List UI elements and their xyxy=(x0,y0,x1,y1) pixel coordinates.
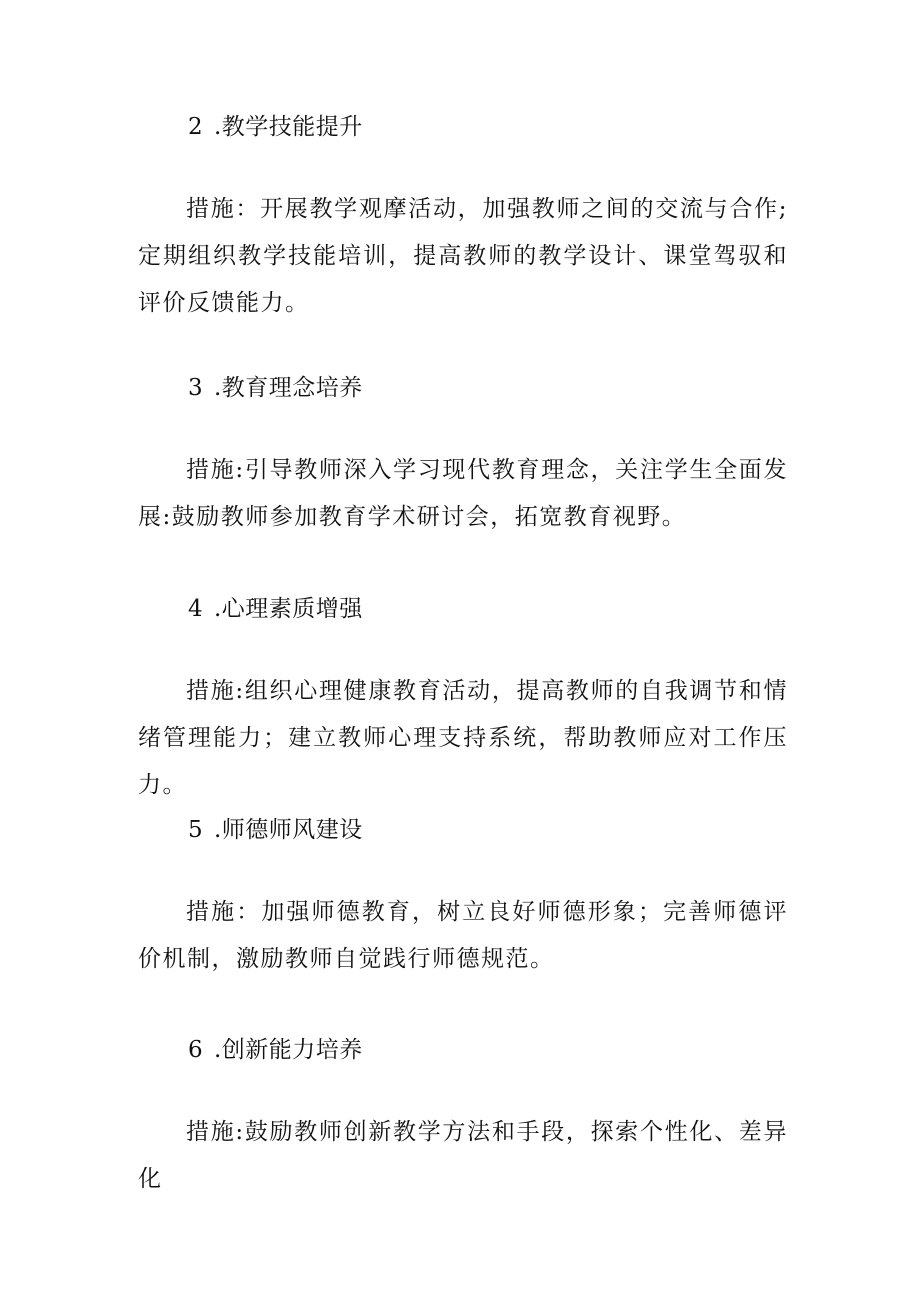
section-measure-paragraph: 措施：加强师德教育，树立良好师德形象；完善师德评价机制，激励教师自觉践行师德规范。 xyxy=(138,899,788,972)
section-number: 6 xyxy=(188,1037,204,1063)
section-heading xyxy=(188,112,363,142)
section-measure-paragraph: 措施:组织心理健康教育活动，提高教师的自我调节和情绪管理能力；建立教师心理支持系统，帮助教师应对工作压力。 xyxy=(138,678,788,798)
section-title: .创新能力培养 xyxy=(214,1037,363,1063)
section-measure-paragraph: 措施:引导教师深入学习现代教育理念，关注学生全面发展:鼓励教师参加教育学术研讨会，拓宽教育视野。 xyxy=(138,457,788,530)
section-heading xyxy=(188,373,363,403)
section-number: 2 xyxy=(188,114,204,140)
section-number: 4 xyxy=(188,596,204,622)
section-number: 3 xyxy=(188,375,204,401)
section-title: .师德师风建设 xyxy=(214,817,363,843)
section-heading xyxy=(188,594,363,624)
section-number: 5 xyxy=(188,817,204,843)
section-heading xyxy=(188,1035,363,1065)
section-measure-paragraph: 措施:鼓励教师创新教学方法和手段，探索个性化、差异化 xyxy=(138,1119,788,1192)
section-measure-paragraph: 措施：开展教学观摩活动，加强教师之间的交流与合作;定期组织教学技能培训，提高教师的教学设计、课堂驾驭和评价反馈能力。 xyxy=(138,196,788,316)
section-title: .教学技能提升 xyxy=(214,114,363,140)
section-title: .教育理念培养 xyxy=(214,375,363,401)
section-heading xyxy=(188,815,363,845)
section-title: .心理素质增强 xyxy=(214,596,363,622)
